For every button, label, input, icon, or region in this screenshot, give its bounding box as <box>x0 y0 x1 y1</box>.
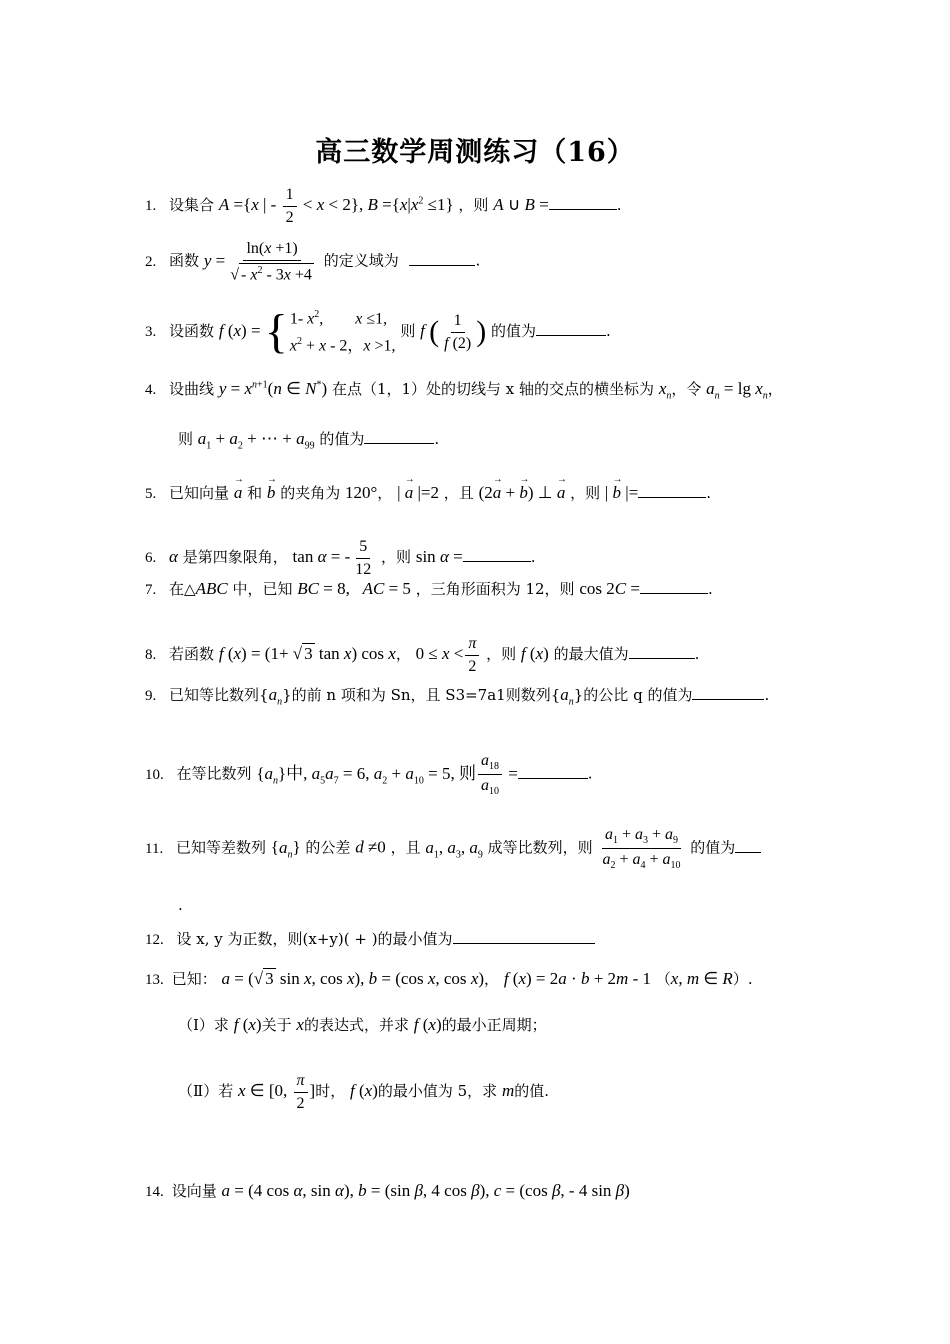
question-3: 3. 设函数 f (x) = { 1- $x^2$, x ≤1, $x^2 + x - 2$，x >1, 则 f ( $\frac{1}{f (2)}$ ) 的值为 . <box>145 305 611 358</box>
answer-blank[interactable] <box>640 593 708 594</box>
question-6: 6. α 是第四象限角， tan α = - $\frac{5}{12}$ ，则 sin α = . <box>145 538 536 578</box>
question-7: 7. 在△ABC 中，已知 BC = 8, AC = 5 ，三角形面积为 12，则 cos 2C = . <box>145 579 713 598</box>
answer-blank[interactable] <box>629 658 695 659</box>
answer-blank[interactable] <box>692 699 764 700</box>
question-text: 设集合 <box>169 196 215 214</box>
answer-blank[interactable] <box>549 209 617 210</box>
answer-blank[interactable] <box>536 335 606 336</box>
answer-blank[interactable] <box>463 561 531 562</box>
question-10: 10. 在等比数列 $\{a_n\}$中, $a_5a_7 = 6$, $a_2 + a_{10} = 5$, 则 $\frac{a_{18}}{a_{10}}$ = . <box>145 752 593 798</box>
question-13: 13. 已知： a = (√ 3 sin x, cos x), b = (cos x, cos x)， f (x) = 2a · b + 2m - 1 （x, m ∈ R）. <box>145 969 753 988</box>
formula: A ={x | - $\frac{1}{2}$ < x < 2}, $B =\{x|x^2 \le 1\}$ <box>218 186 454 226</box>
question-13-part-2: （Ⅱ）若 x ∈ [0, $\frac{\pi}{2}$ ]时， f (x)的最小值为 5，求 m的值. <box>178 1072 550 1112</box>
question-4: 4. 设曲线 $y = x^{n+1}(n$ ∈ N*) 在点（1，1）处的切线与 x 轴的交点的横坐标为 $x_n$，令 $a_n = \lg x_n$， <box>145 379 783 402</box>
answer-blank[interactable] <box>735 852 761 853</box>
page-title: 高三数学周测练习（16） <box>315 137 635 168</box>
answer-blank[interactable] <box>638 497 706 498</box>
question-2: 2. 函数 y = $\frac{\ln(x +1)}{√ - x^2 - 3x +4}$ 的定义域为 . <box>145 240 481 283</box>
question-11-tail: . <box>178 896 183 914</box>
answer-blank[interactable] <box>364 443 434 444</box>
question-13-part-1: （Ⅰ）求 f (x)关于 x的表达式，并求 f (x)的最小正周期； <box>178 1015 547 1034</box>
formula: y = $\frac{\ln(x +1)}{√ - x^2 - 3x +4}$ <box>203 240 312 283</box>
question-1: 1. 设集合 A ={x | - $\frac{1}{2}$ < x < 2}, $B =\{x|x^2 \le 1\}$ ，则 A ∪ B = . <box>145 186 622 226</box>
question-5: 5. 已知向量 → a 和 → b 的夹角为 120°， | → a |=2 ，且 (2→ a + → b) ⊥ → a ，则 | → b |= . <box>145 484 711 502</box>
answer-blank[interactable] <box>518 778 588 779</box>
question-11: 11. 已知等差数列 $\{a_n\}$ 的公差 d ≠0 ，且 $a_1$, $a_3$, $a_9$ 成等比数列，则 $\frac{a_1 + a_3 + a_9}{a_2 + a_4 + a_{10}}$ 的值为 <box>145 826 761 871</box>
answer-blank[interactable] <box>409 265 475 266</box>
question-12: 12. 设 x, y 为正数，则(x+y)( + )的最小值为 <box>145 932 595 948</box>
question-9: 9. 已知等比数列$\{a_n\}$的前 n 项和为 Sn，且 S3=7a1则数列$\{a_n\}$的公比 q 的值为 . <box>145 685 770 708</box>
question-8: 8. 若函数 f (x) = (1+ √ 3 tan x) cos x， 0 ≤ x < $\frac{\pi}{2}$ ，则 f (x) 的最大值为 . <box>145 635 700 675</box>
piecewise-formula: f (x) = { 1- $x^2$, x ≤1, $x^2 + x - 2$，x >1, <box>218 305 396 358</box>
question-number: 1. <box>145 198 157 214</box>
formula: $y = x^{n+1}(n$ ∈ N*) <box>218 379 328 398</box>
answer-blank[interactable] <box>453 943 595 944</box>
question-14: 14. 设向量 a = (4 cos α, sin α), b = (sin β, 4 cos β), c = (cos β, - 4 sin β) <box>145 1181 630 1200</box>
question-4-cont: 则 $a_1 + a_2$ + ⋯ + $a_{99}$ 的值为 . <box>178 429 440 452</box>
